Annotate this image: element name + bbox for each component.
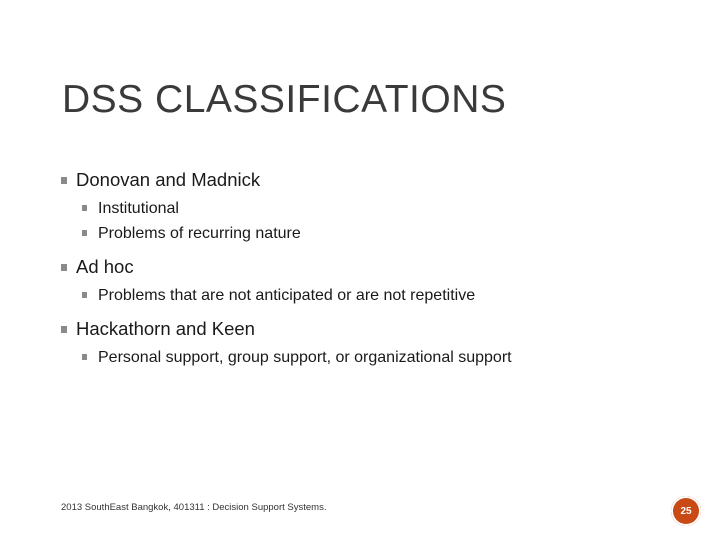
square-bullet-icon: [61, 326, 67, 333]
page-number: 25: [680, 505, 692, 517]
bullet-item: [60, 317, 680, 341]
sub-bullet-item: [60, 347, 680, 368]
slide-footer: 2013 SouthEast Bangkok, 401311 : Decision Support Systems.: [61, 502, 327, 513]
bullet-text: Hackathorn and Keen: [76, 318, 255, 339]
bullet-list: [60, 168, 680, 368]
sub-bullet-text: Problems of recurring nature: [98, 225, 301, 242]
square-bullet-icon: [61, 264, 67, 271]
square-bullet-icon: [82, 205, 87, 211]
sub-bullet-item: [60, 223, 680, 244]
sub-bullet-item: [60, 198, 680, 219]
bullet-item: [60, 255, 680, 279]
sub-bullet-text: Personal support, group support, or organizational support: [98, 349, 512, 366]
bullet-item: [60, 168, 680, 192]
square-bullet-icon: [82, 292, 87, 298]
sub-bullet-text: Institutional: [98, 200, 179, 217]
bullet-text: Ad hoc: [76, 256, 134, 277]
page-number-badge: [671, 496, 701, 526]
square-bullet-icon: [82, 354, 87, 360]
slide-title: DSS CLASSIFICATIONS: [62, 78, 507, 121]
sub-bullet-text: Problems that are not anticipated or are not repetitive: [98, 287, 476, 304]
bullet-text: Donovan and Madnick: [76, 169, 261, 190]
square-bullet-icon: [82, 230, 87, 236]
square-bullet-icon: [61, 177, 67, 184]
sub-bullet-item: [60, 285, 680, 306]
